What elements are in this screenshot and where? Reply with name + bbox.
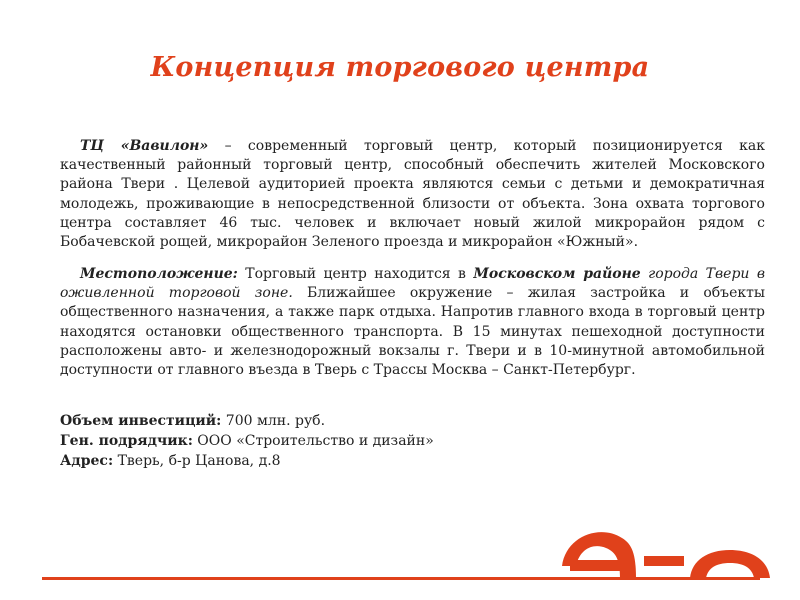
- investment-label: Объем инвестиций:: [60, 413, 222, 429]
- surroundings-text: Ближайшее окружение – жилая застройка и объекты общественного назначения, а также парк отдыха. Напротив главного входа в торговый центр находятся остановки общественного транспорта. В 15 минутах пешеходной доступности расположены авто- и железнодорожный вокзалы г. Твери и в 10-минутной автомобильной доступности от главного въезда в Тверь с Трассы Москва – Санкт-Петербург.: [60, 285, 766, 379]
- logo-graphic: [540, 516, 780, 578]
- project-info: [60, 411, 434, 471]
- address-label: Адрес:: [60, 453, 114, 469]
- contractor-row: [60, 431, 434, 451]
- investment-row: [60, 411, 434, 431]
- address-value: Тверь, б-р Цанова, д.8: [113, 453, 281, 469]
- mall-name: ТЦ «Вавилон»: [80, 138, 209, 154]
- contractor-value: ООО «Строительство и дизайн»: [192, 433, 434, 449]
- district-name: Московском районе: [473, 266, 641, 282]
- location-text: Торговый центр находится в: [237, 266, 474, 282]
- investment-value: 700 млн. руб.: [221, 413, 326, 429]
- description-paragraph: [60, 137, 765, 252]
- location-paragraph: [60, 265, 765, 380]
- contractor-label: Ген. подрядчик:: [60, 433, 193, 449]
- bottom-divider: [42, 577, 760, 580]
- address-row: [60, 451, 434, 471]
- city-zone-text: города Твери в оживленной торговой зоне.: [60, 266, 765, 302]
- location-label: Местоположение:: [80, 266, 238, 282]
- page-title: Концепция торгового центра: [150, 52, 650, 83]
- partial-letter-logo-icon: [540, 516, 780, 578]
- description-text: – современный торговый центр, который позиционируется как качественный районный торговый центр, способный обеспечить жителей Московского района Твери . Целевой аудиторией проекта являются семьи с детьми и демократичная молодежь, проживающие в непосредственной близости от объекта. Зона охвата торгового центра составляет 46 тыс. человек и включает новый жилой микрорайон рядом с Бобачевской рощей, микрорайон Зеленого проезда и микрорайон «Южный».: [60, 138, 765, 251]
